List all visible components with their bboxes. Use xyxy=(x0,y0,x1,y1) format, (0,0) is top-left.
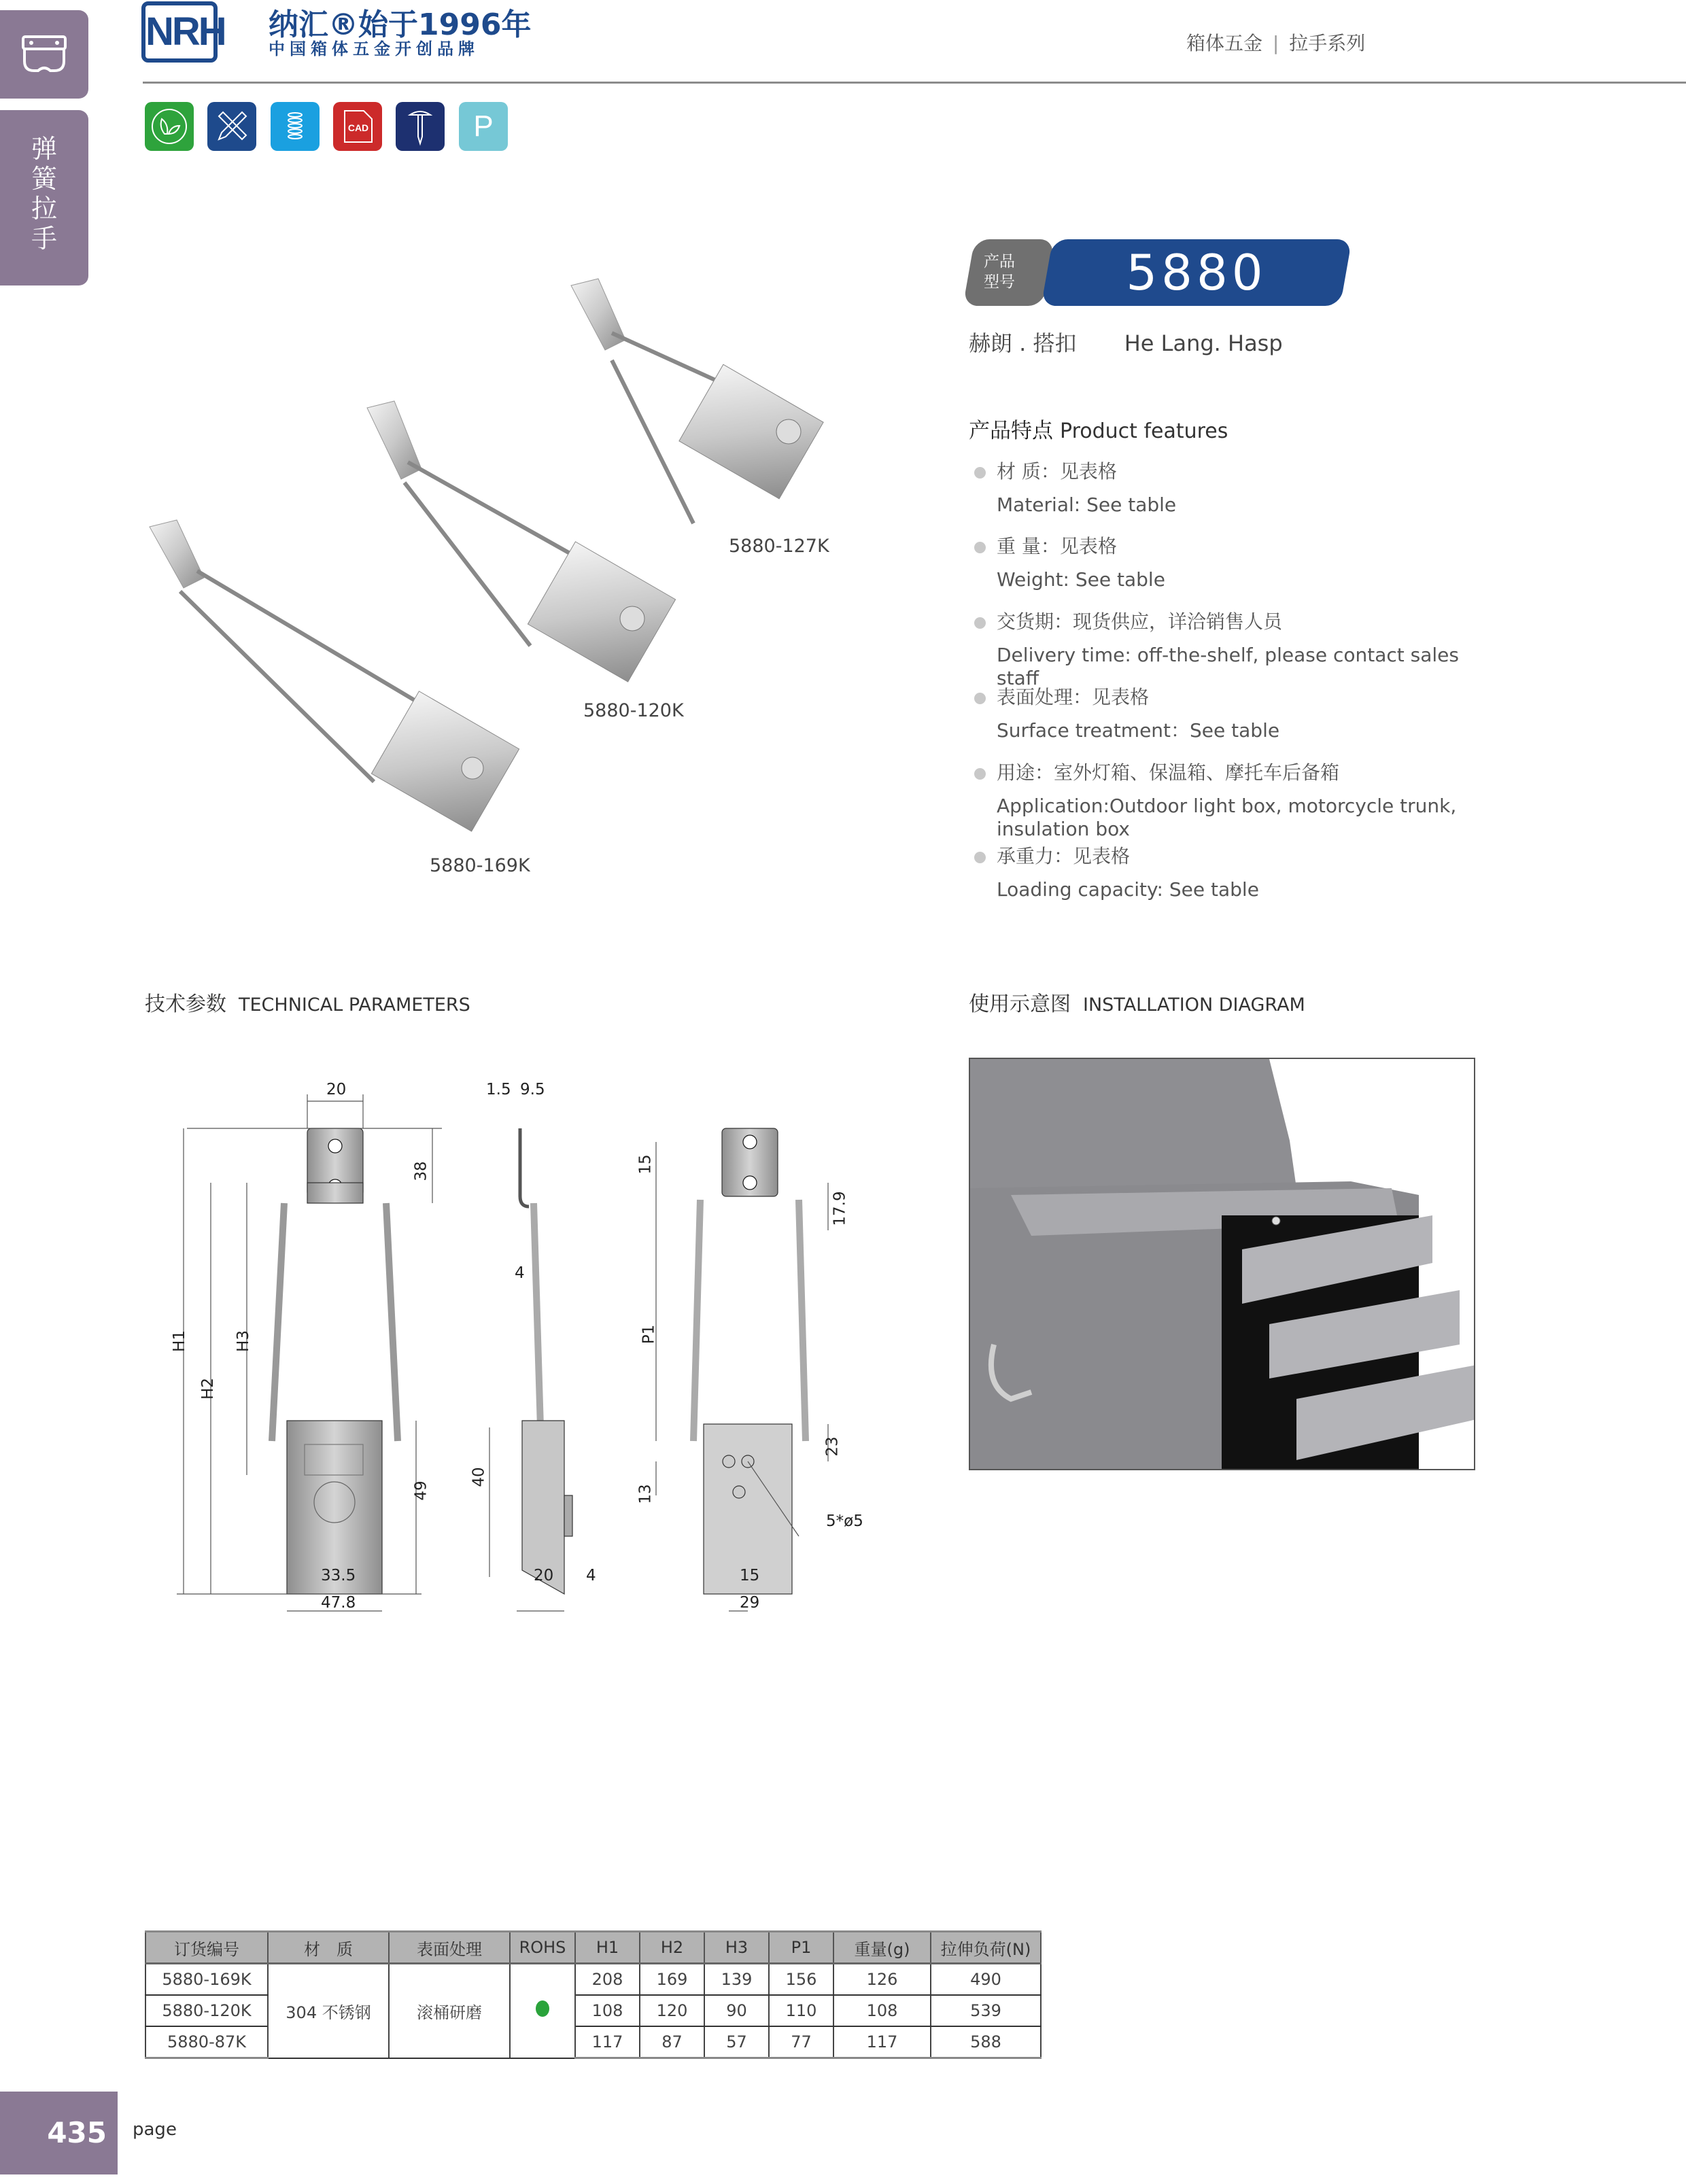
feature-item-loading xyxy=(974,842,1486,901)
rohs-compliant-icon xyxy=(536,2000,549,2017)
installation-heading-en: INSTALLATION DIAGRAM xyxy=(1083,994,1305,1016)
feature-en: Surface treatment：See table xyxy=(997,719,1280,742)
cell-surface: 滚桶研磨 xyxy=(389,1964,510,2058)
col-header-load: 拉伸负荷(N) xyxy=(931,1932,1041,1964)
table-header-row xyxy=(145,1932,1041,1964)
hasp-photos xyxy=(136,265,897,877)
technical-heading-cn: 技术参数 xyxy=(145,992,226,1016)
dim-side-body-height: 40 xyxy=(470,1467,488,1487)
installation-diagram-image xyxy=(969,1058,1475,1470)
dim-back-29: 29 xyxy=(740,1594,760,1612)
page-number: 435 xyxy=(0,2092,118,2174)
feature-en: Delivery time: off-the-shelf, please contact sales staff xyxy=(997,644,1459,689)
cell-code: 5880-169K xyxy=(145,1964,268,1996)
col-header-weight: 重量(g) xyxy=(833,1932,931,1964)
cell-h3: 90 xyxy=(704,1995,769,2026)
model-label-line2: 型号 xyxy=(984,273,1015,291)
dim-front-body-width: 33.5 xyxy=(321,1567,356,1584)
feature-en: Application:Outdoor light box, motorcycle trunk, insulation box xyxy=(997,795,1457,840)
dim-back-23: 23 xyxy=(823,1436,842,1457)
features-heading xyxy=(969,413,1228,444)
cell-weight: 108 xyxy=(833,1995,931,2026)
cell-rohs xyxy=(510,1964,575,2058)
category-label xyxy=(0,134,88,254)
features-heading-en: Product features xyxy=(1060,419,1228,443)
spring-icon xyxy=(271,102,320,151)
cell-p1: 156 xyxy=(769,1964,833,1996)
feature-cn: 重 量：见表格 xyxy=(997,535,1117,557)
nrh-logo: NRH xyxy=(141,1,218,63)
cell-p1: 77 xyxy=(769,2026,833,2058)
dim-front-overall-width: 47.8 xyxy=(321,1594,356,1612)
feature-item-application xyxy=(974,758,1486,841)
feature-en: Loading capacity: See table xyxy=(997,878,1259,901)
bullet-icon xyxy=(974,617,986,629)
page-label: page xyxy=(133,2119,177,2140)
dim-p1: P1 xyxy=(640,1324,658,1345)
bullet-icon xyxy=(974,693,986,704)
screw-icon xyxy=(396,102,445,151)
bullet-icon xyxy=(974,768,986,780)
feature-cn: 材 质：见表格 xyxy=(997,460,1117,483)
breadcrumb xyxy=(1186,29,1365,56)
feature-item-delivery xyxy=(974,607,1486,690)
cell-load: 539 xyxy=(931,1995,1041,2026)
feature-en: Material: See table xyxy=(997,493,1177,516)
dim-h2: H2 xyxy=(199,1378,217,1400)
col-header-h2: H2 xyxy=(640,1932,704,1964)
feature-item-surface xyxy=(974,682,1486,742)
cell-weight: 117 xyxy=(833,2026,931,2058)
product-label-127k: 5880-127K xyxy=(729,536,829,557)
feature-cn: 表面处理：见表格 xyxy=(997,686,1150,708)
cell-p1: 110 xyxy=(769,1995,833,2026)
feature-item-material xyxy=(974,457,1486,517)
bullet-icon xyxy=(974,542,986,553)
model-label-line1: 产品 xyxy=(984,253,1015,271)
category-char: 手 xyxy=(31,224,57,254)
cell-weight: 126 xyxy=(833,1964,931,1996)
model-number: 5880 xyxy=(1126,244,1267,301)
product-label-120k: 5880-120K xyxy=(583,700,684,721)
dim-back-hole-spacing: 15 xyxy=(636,1154,655,1175)
cell-code: 5880-120K xyxy=(145,1995,268,2026)
product-photo-group xyxy=(136,265,897,877)
brand-tagline: 中国箱体五金开创品牌 xyxy=(269,39,479,58)
dim-h1: H1 xyxy=(170,1330,188,1352)
brand-slogan: 纳汇®始于1996年 xyxy=(269,7,532,42)
category-char: 拉 xyxy=(31,194,57,224)
cell-code: 5880-87K xyxy=(145,2026,268,2058)
cad-file-icon xyxy=(333,102,382,151)
product-name-cn: 赫朗 . 搭扣 xyxy=(969,330,1077,356)
dim-back-holes: 5*ø5 xyxy=(826,1512,863,1530)
installation-heading-cn: 使用示意图 xyxy=(969,992,1071,1016)
ruler-pencil-icon xyxy=(207,102,256,151)
sidebar-category-tab[interactable] xyxy=(0,110,88,285)
dim-side-depth: 20 xyxy=(534,1567,554,1584)
dim-h3: H3 xyxy=(234,1330,252,1352)
category-char: 簧 xyxy=(31,164,57,194)
cell-h3: 57 xyxy=(704,2026,769,2058)
dim-back-hole-offset: 17.9 xyxy=(831,1191,849,1226)
features-heading-cn: 产品特点 xyxy=(969,419,1053,443)
feature-cn: 交货期：现货供应，详洽销售人员 xyxy=(997,610,1283,633)
col-header-h3: H3 xyxy=(704,1932,769,1964)
cell-h2: 120 xyxy=(640,1995,704,2026)
col-header-p1: P1 xyxy=(769,1932,833,1964)
technical-drawing xyxy=(136,1074,918,1618)
technical-heading-en: TECHNICAL PARAMETERS xyxy=(239,994,470,1016)
feature-cn: 承重力：见表格 xyxy=(997,845,1131,867)
header-divider xyxy=(143,82,1686,84)
cell-load: 490 xyxy=(931,1964,1041,1996)
col-header-material: 材 质 xyxy=(268,1932,389,1964)
table-row xyxy=(145,1964,1041,1996)
model-label-text xyxy=(984,252,1031,292)
hasp-latch-icon xyxy=(20,34,68,75)
breadcrumb-separator: | xyxy=(1272,32,1279,54)
category-char: 弹 xyxy=(31,134,57,164)
feature-en: Weight: See table xyxy=(997,568,1165,591)
bullet-icon xyxy=(974,467,986,479)
cell-h1: 117 xyxy=(575,2026,640,2058)
dim-side-knob: 4 xyxy=(586,1567,596,1584)
col-header-surface: 表面处理 xyxy=(389,1932,510,1964)
breadcrumb-category: 箱体五金 xyxy=(1186,32,1263,54)
dim-front-body-height: 49 xyxy=(412,1480,430,1501)
breadcrumb-series: 拉手系列 xyxy=(1289,32,1366,54)
dim-side-thickness: 1.5 xyxy=(486,1081,511,1098)
dim-front-plate-height: 38 xyxy=(412,1161,430,1181)
cell-h3: 139 xyxy=(704,1964,769,1996)
svg-text:CAD: CAD xyxy=(347,122,369,133)
col-header-code: 订货编号 xyxy=(145,1932,268,1964)
eco-leaf-icon xyxy=(145,102,194,151)
col-header-h1: H1 xyxy=(575,1932,640,1964)
dim-side-wire: 4 xyxy=(515,1264,525,1282)
product-name xyxy=(969,326,1324,358)
feature-item-weight xyxy=(974,532,1486,591)
cell-h1: 208 xyxy=(575,1964,640,1996)
feature-cn: 用途：室外灯箱、保温箱、摩托车后备箱 xyxy=(997,761,1340,784)
cell-material: 304 不锈钢 xyxy=(268,1964,389,2058)
bullet-icon xyxy=(974,852,986,863)
cell-h2: 169 xyxy=(640,1964,704,1996)
cell-load: 588 xyxy=(931,2026,1041,2058)
toolbox-illustration xyxy=(970,1059,1475,1470)
cell-h2: 87 xyxy=(640,2026,704,2058)
dim-back-15: 15 xyxy=(740,1567,760,1584)
cell-h1: 108 xyxy=(575,1995,640,2026)
p-letter-icon: P xyxy=(459,102,508,151)
dim-side-offset: 9.5 xyxy=(520,1081,545,1098)
technical-heading xyxy=(145,987,470,1017)
col-header-rohs: ROHS xyxy=(510,1932,575,1964)
dim-back-13: 13 xyxy=(636,1484,655,1504)
product-label-169k: 5880-169K xyxy=(430,855,530,876)
dim-front-width: 20 xyxy=(326,1081,347,1098)
sidebar-tab-hasp[interactable] xyxy=(0,10,88,99)
installation-heading xyxy=(969,987,1305,1017)
spec-table xyxy=(145,1930,1042,2059)
product-name-en: He Lang. Hasp xyxy=(1124,330,1283,356)
